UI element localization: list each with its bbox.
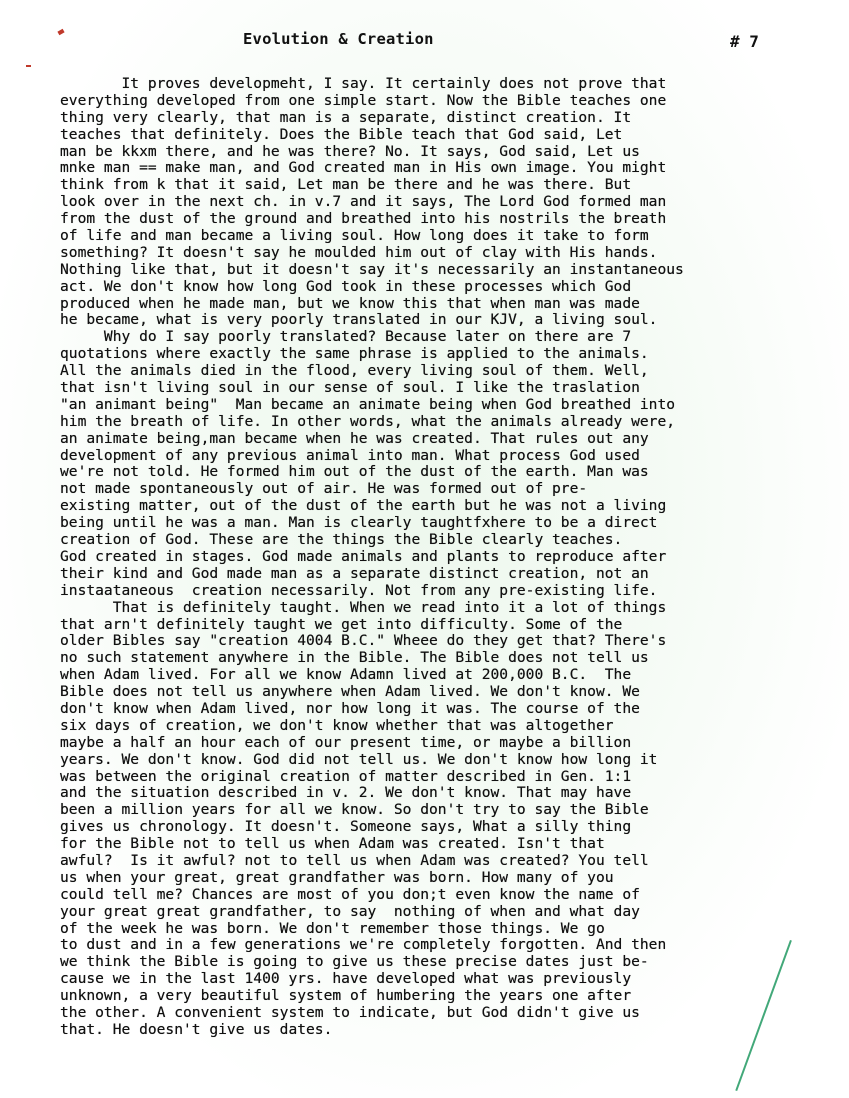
- ink-mark: [26, 65, 31, 67]
- text-line: maybe a half an hour each of our present time, or maybe a billion: [60, 733, 632, 751]
- text-line: from the dust of the ground and breathed into his nostrils the breath: [60, 210, 667, 228]
- text-line: man be kkxm there, and he was there? No. It says, God said, Let us: [60, 142, 640, 160]
- text-line: we're not told. He formed him out of the dust of the earth. Man was: [60, 463, 649, 481]
- text-line: that. He doesn't give us dates.: [60, 1020, 333, 1038]
- text-line: gives us chronology. It doesn't. Someone says, What a silly thing: [60, 818, 632, 836]
- text-line: Why do I say poorly translated? Because later on there are 7: [60, 328, 632, 346]
- text-line: everything developed from one simple start. Now the Bible teaches one: [60, 91, 667, 109]
- text-line: thing very clearly, that man is a separate, distinct creation. It: [60, 108, 632, 126]
- text-line: been a million years for all we know. So don't try to say the Bible: [60, 801, 649, 819]
- typed-text-body: [60, 76, 810, 1039]
- text-line: "an animant being" Man became an animate being when God breathed into: [60, 395, 676, 413]
- text-line: of the week he was born. We don't remember those things. We go: [60, 919, 605, 937]
- text-line: and the situation described in v. 2. We don't know. That may have: [60, 784, 632, 802]
- text-line: think from k that it said, Let man be there and he was there. But: [60, 176, 632, 194]
- text-line: Nothing like that, but it doesn't say it's necessarily an instantaneous: [60, 260, 684, 278]
- text-line: was between the original creation of matter described in Gen. 1:1: [60, 767, 632, 785]
- text-line: he became, what is very poorly translated in our KJV, a living soul.: [60, 311, 658, 329]
- text-line: six days of creation, we don't know whether that was altogether: [60, 716, 614, 734]
- text-line: something? It doesn't say he moulded him out of clay with His hands.: [60, 243, 658, 261]
- text-line: existing matter, out of the dust of the earth but he was not a living: [60, 497, 667, 515]
- text-line: creation of God. These are the things the Bible clearly teaches.: [60, 531, 623, 549]
- text-line: him the breath of life. In other words, what the animals already were,: [60, 412, 676, 430]
- text-line: It proves developmeht, I say. It certainly does not prove that: [60, 75, 667, 92]
- text-line: God created in stages. God made animals and plants to reproduce after: [60, 547, 667, 565]
- text-line: that arn't definitely taught we get into difficulty. Some of the: [60, 615, 623, 633]
- text-line: Bible does not tell us anywhere when Adam lived. We don't know. We: [60, 683, 640, 701]
- text-line: development of any previous animal into man. What process God used: [60, 446, 640, 464]
- text-line: to dust and in a few generations we're completely forgotten. And then: [60, 936, 667, 954]
- text-line: no such statement anywhere in the Bible. The Bible does not tell us: [60, 649, 649, 667]
- text-line: for the Bible not to tell us when Adam was created. Isn't that: [60, 835, 605, 853]
- text-line: teaches that definitely. Does the Bible teach that God said, Let: [60, 125, 623, 143]
- text-line: look over in the next ch. in v.7 and it says, The Lord God formed man: [60, 193, 667, 211]
- text-line: years. We don't know. God did not tell us. We don't know how long it: [60, 750, 658, 768]
- text-line: their kind and God made man as a separate distinct creation, not an: [60, 564, 649, 582]
- text-line: unknown, a very beautiful system of humbering the years one after: [60, 987, 632, 1005]
- text-line: quotations where exactly the same phrase is applied to the animals.: [60, 345, 649, 363]
- text-line: us when your great, great grandfather was born. How many of you: [60, 868, 614, 886]
- page-title: Evolution & Creation: [243, 30, 434, 48]
- text-line: when Adam lived. For all we know Adamn lived at 200,000 B.C. The: [60, 666, 632, 684]
- text-line: your great great grandfather, to say nothing of when and what day: [60, 902, 640, 920]
- text-line: that isn't living soul in our sense of soul. I like the traslation: [60, 379, 640, 397]
- text-line: could tell me? Chances are most of you don;t even know the name of: [60, 885, 640, 903]
- text-line: the other. A convenient system to indicate, but God didn't give us: [60, 1003, 640, 1021]
- text-line: mnke man == make man, and God created man in His own image. You might: [60, 159, 667, 177]
- text-line: not made spontaneously out of air. He was formed out of pre-: [60, 480, 588, 498]
- text-line: don't know when Adam lived, nor how long it was. The course of the: [60, 699, 640, 717]
- text-line: awful? Is it awful? not to tell us when Adam was created? You tell: [60, 851, 649, 869]
- text-line: an animate being,man became when he was created. That rules out any: [60, 429, 649, 447]
- text-line: produced when he made man, but we know this that when man was made: [60, 294, 640, 312]
- ink-mark: [57, 29, 64, 35]
- text-line: being until he was a man. Man is clearly taughtfxhere to be a direct: [60, 514, 658, 532]
- text-line: we think the Bible is going to give us these precise dates just be-: [60, 953, 649, 971]
- text-line: That is definitely taught. When we read into it a lot of things: [60, 598, 667, 616]
- page-number: # 7: [730, 32, 759, 51]
- text-line: cause we in the last 1400 yrs. have developed what was previously: [60, 970, 632, 988]
- text-line: act. We don't know how long God took in these processes which God: [60, 277, 632, 295]
- text-line: of life and man became a living soul. How long does it take to form: [60, 227, 649, 245]
- text-line: instaataneous creation necessarily. Not from any pre-existing life.: [60, 581, 658, 599]
- text-line: All the animals died in the flood, every living soul of them. Well,: [60, 362, 649, 380]
- text-line: older Bibles say "creation 4004 B.C." Wheee do they get that? There's: [60, 632, 667, 650]
